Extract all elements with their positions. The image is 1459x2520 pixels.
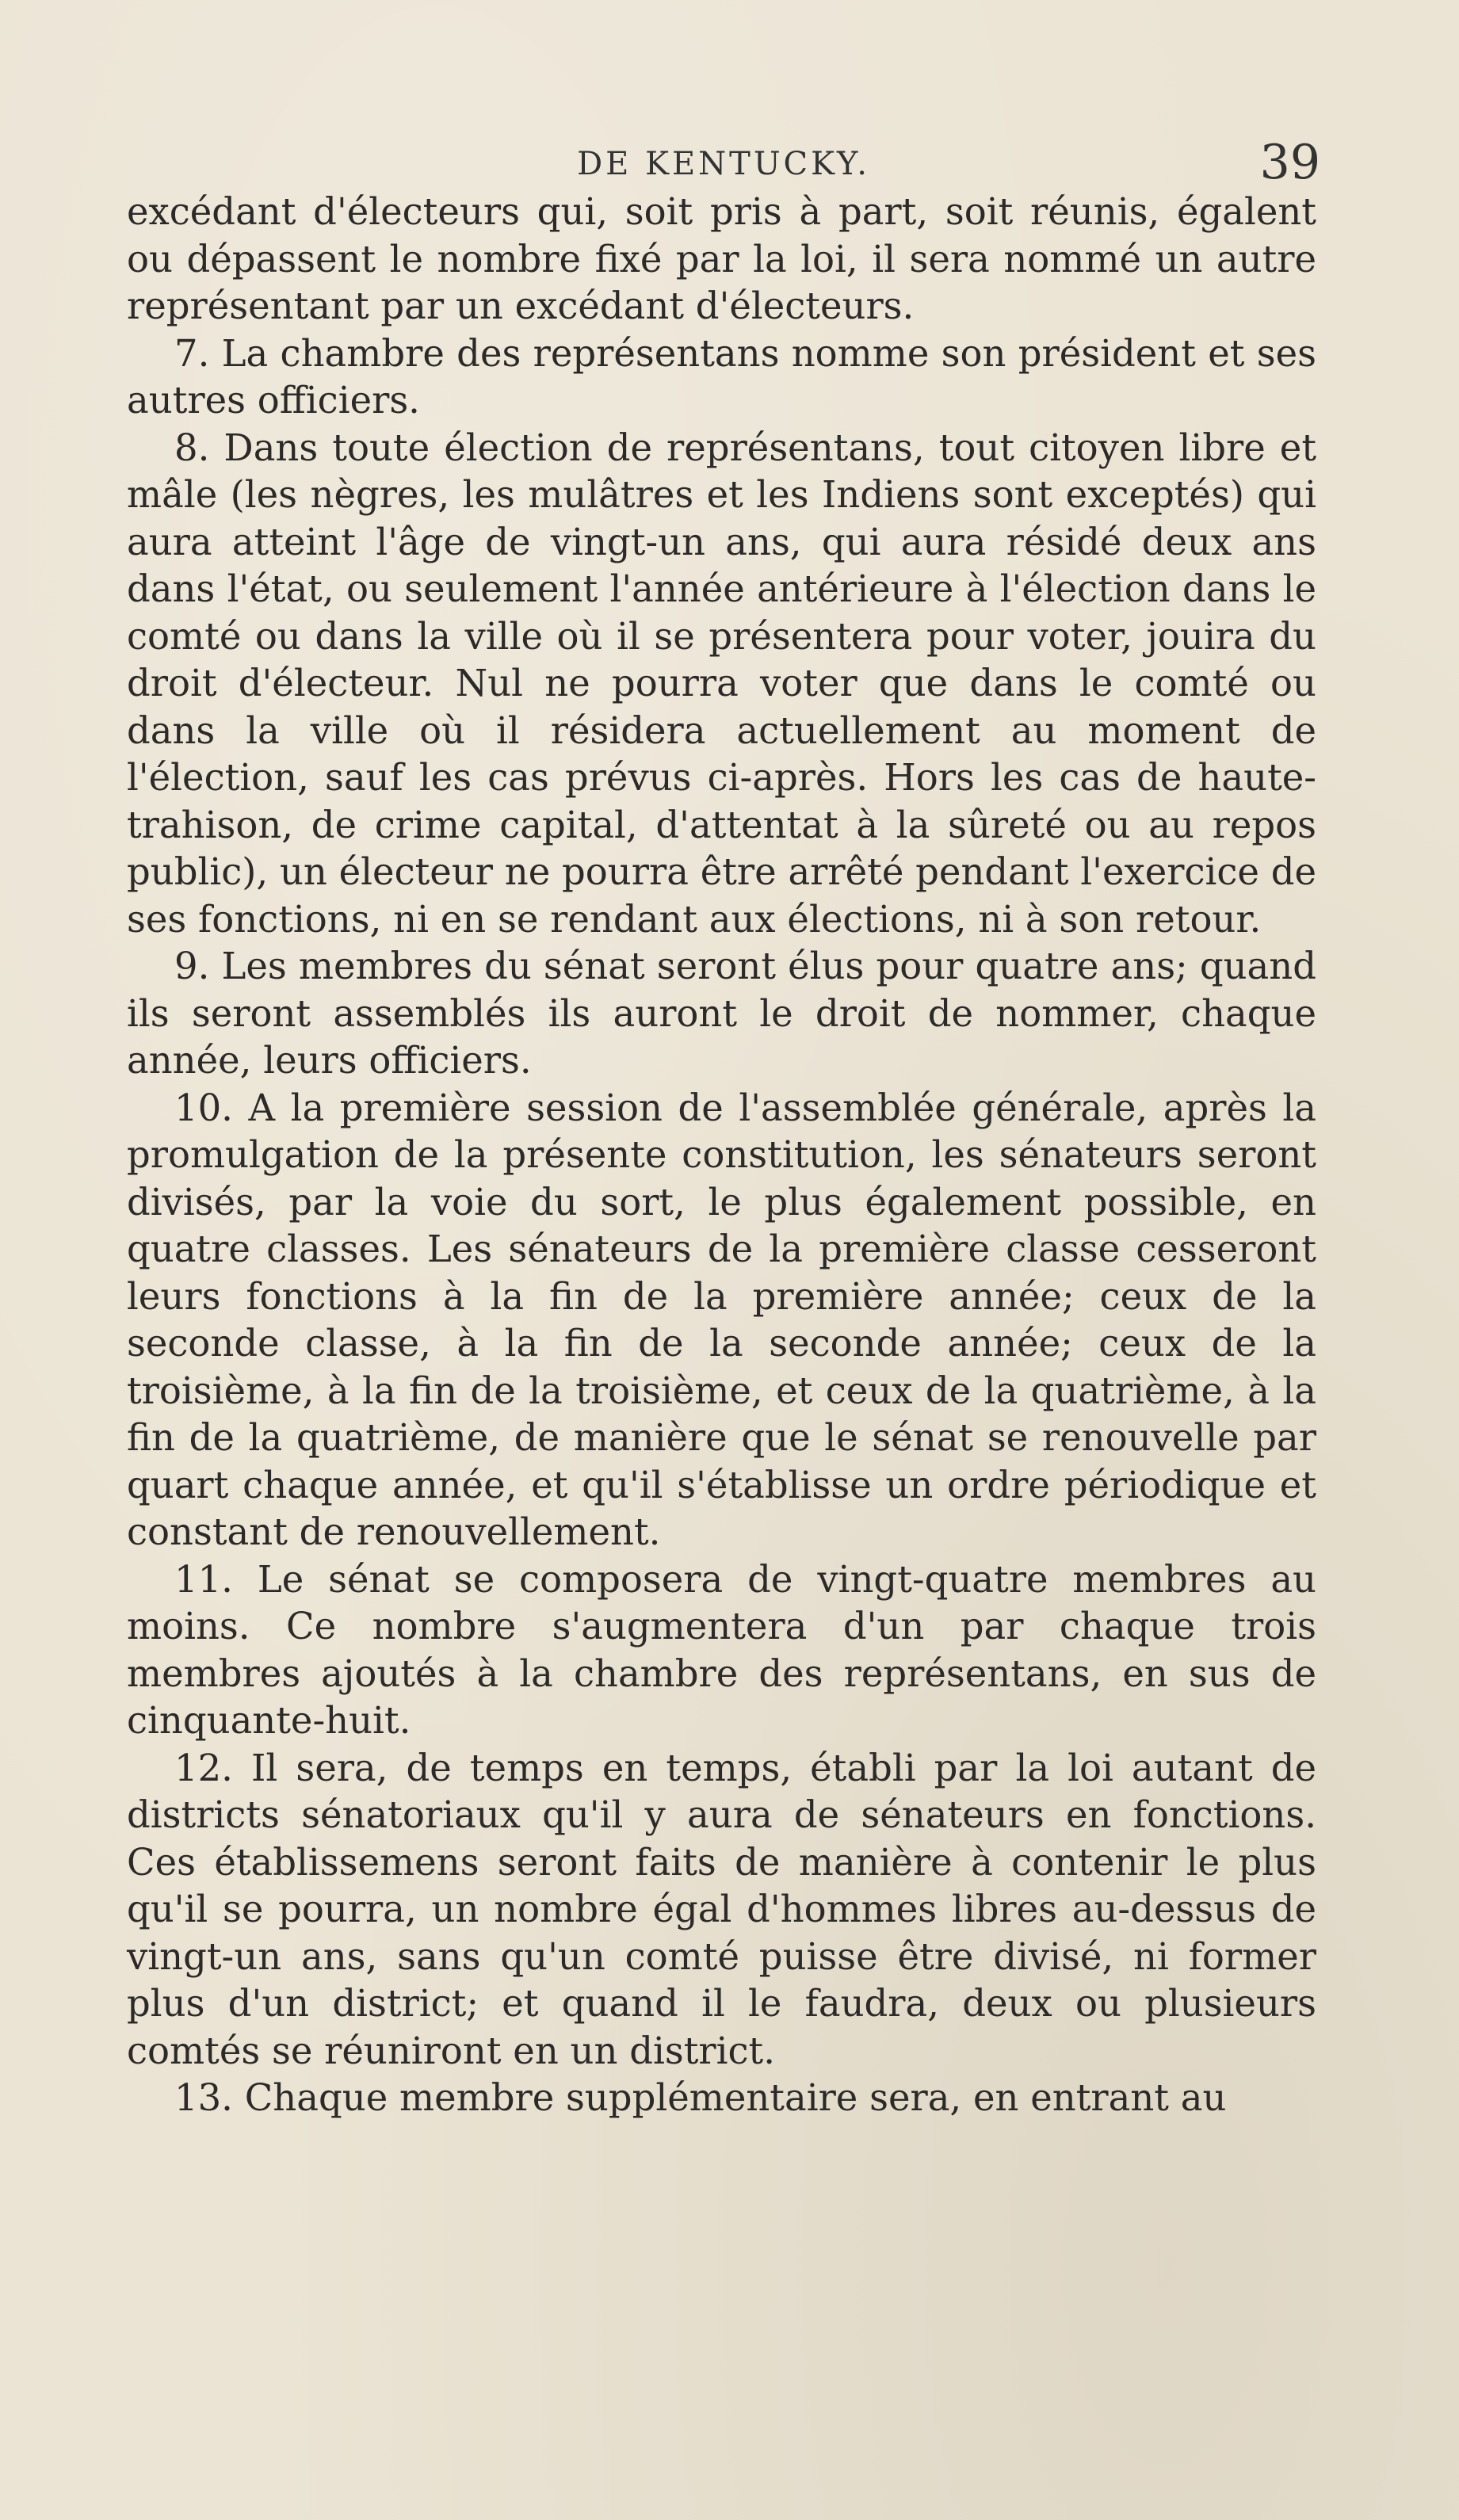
body-text	[127, 189, 1316, 2122]
page-number: 39	[1259, 135, 1320, 190]
article-13: 13. Chaque membre supplémentaire sera, en entrant au	[174, 2076, 1227, 2119]
running-head: DE KENTUCKY.	[577, 146, 870, 182]
article-8: 8. Dans toute élection de représentans, tout citoyen libre et mâle (les nègres, les mulâtres et les Indiens sont exceptés) qui aura atteint l'âge de vingt-un ans, qui aura résidé deux ans dans l'état, ou seulement l'année antérieure à l'élection dans le comté ou dans la ville où il se présentera pour voter, jouira du droit d'électeur. Nul ne pourra voter que dans le comté ou dans la ville où il résidera actuellement au moment de l'élection, sauf les cas prévus ci-après. Hors les cas de haute-trahison, de crime capital, d'attentat à la sûreté ou au repos public), un électeur ne pourra être arrêté pendant l'exercice de ses fonctions, ni en se rendant aux élections, ni à son retour.	[127, 426, 1316, 941]
article-11: 11. Le sénat se composera de vingt-quatre membres au moins. Ce nombre s'augmentera d'un par chaque trois membres ajoutés à la chambre des représentans, en sus de cinquante-huit.	[127, 1557, 1316, 1742]
paragraph-continuation: excédant d'électeurs qui, soit pris à part, soit réunis, égalent ou dépassent le nombre fixé par la loi, il sera nommé un autre représentant par un excédant d'électeurs.	[127, 190, 1316, 327]
article-10: 10. A la première session de l'assemblée générale, après la promulgation de la présente constitution, les sénateurs seront divisés, par la voie du sort, le plus également possible, en quatre classes. Les sénateurs de la première classe cesseront leurs fonctions à la fin de la première année; ceux de la seconde classe, à la fin de la seconde année; ceux de la troisième, à la fin de la troisième, et ceux de la quatrième, à la fin de la quatrième, de manière que le sénat se renouvelle par quart chaque année, et qu'il s'établisse un ordre périodique et constant de renouvellement.	[127, 1086, 1316, 1553]
article-12: 12. Il sera, de temps en temps, établi par la loi autant de districts sénatoriaux qu'il y aura de sénateurs en fonctions. Ces établissemens seront faits de manière à contenir le plus qu'il se pourra, un nombre égal d'hommes libres au-dessus de vingt-un ans, sans qu'un comté puisse être divisé, ni former plus d'un district; et quand il le faudra, deux ou plusieurs comtés se réuniront en un district.	[127, 1746, 1316, 2072]
article-9: 9. Les membres du sénat seront élus pour quatre ans; quand ils seront assemblés ils auront le droit de nommer, chaque année, leurs officiers.	[127, 945, 1316, 1082]
article-7: 7. La chambre des représentans nomme son président et ses autres officiers.	[127, 331, 1316, 422]
